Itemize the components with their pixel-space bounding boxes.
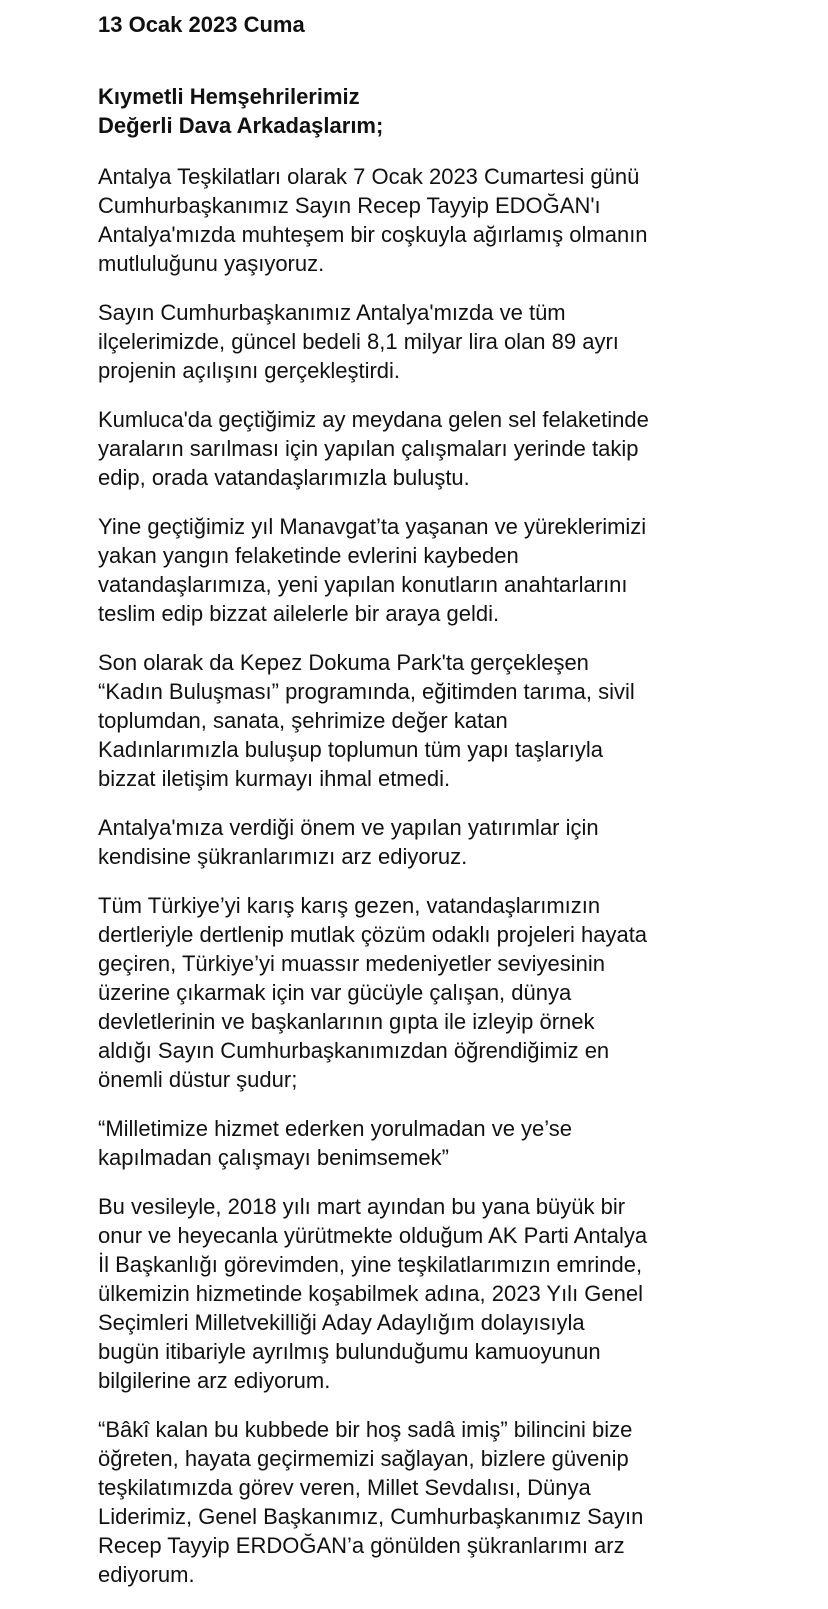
- paragraph-line: önemli düstur şudur;: [98, 1067, 298, 1092]
- paragraph-line: ülkemizin hizmetinde koşabilmek adına, 2023 Yılı Genel: [98, 1281, 644, 1306]
- paragraph-line: kapılmadan çalışmayı benimsemek”: [98, 1145, 449, 1170]
- letter-paragraph: [98, 813, 798, 871]
- paragraph-line: teşkilatımızda görev veren, Millet Sevdalısı, Dünya: [98, 1475, 591, 1500]
- paragraph-line: mutluluğunu yaşıyoruz.: [98, 251, 325, 276]
- paragraph-line: aldığı Sayın Cumhurbaşkanımızdan öğrendiğimiz en: [98, 1038, 610, 1063]
- letter-body: [98, 162, 798, 1589]
- paragraph-line: yakan yangın felaketinde evlerini kaybeden: [98, 543, 519, 568]
- paragraph-line: bilgilerine arz ediyorum.: [98, 1368, 331, 1393]
- letter-paragraph: [98, 405, 798, 492]
- greeting-line: Kıymetli Hemşehrilerimiz: [98, 84, 360, 109]
- paragraph-line: Bu vesileyle, 2018 yılı mart ayından bu yana büyük bir: [98, 1194, 626, 1219]
- paragraph-line: Recep Tayyip ERDOĞAN’a gönülden şükranlarımı arz: [98, 1533, 625, 1558]
- paragraph-line: dertleriyle dertlenip mutlak çözüm odaklı projeleri hayata: [98, 922, 648, 947]
- paragraph-line: üzerine çıkarmak için var gücüyle çalışan, dünya: [98, 980, 572, 1005]
- letter-paragraph: [98, 512, 798, 628]
- paragraph-line: ilçelerimizde, güncel bedeli 8,1 milyar lira olan 89 ayrı: [98, 329, 619, 354]
- letter-paragraph: [98, 298, 798, 385]
- paragraph-line: devletlerinin ve başkanlarının gıpta ile izleyip örnek: [98, 1009, 595, 1034]
- paragraph-line: Antalya'mızda muhteşem bir coşkuyla ağırlamış olmanın: [98, 222, 648, 247]
- paragraph-line: “Bâkî kalan bu kubbede bir hoş sadâ imiş” bilincini bize: [98, 1417, 633, 1442]
- paragraph-line: Antalya'mıza verdiği önem ve yapılan yatırımlar için: [98, 815, 599, 840]
- paragraph-line: “Milletimize hizmet ederken yorulmadan ve ye’se: [98, 1116, 573, 1141]
- paragraph-line: “Kadın Buluşması” programında, eğitimden tarıma, sivil: [98, 679, 635, 704]
- paragraph-line: Son olarak da Kepez Dokuma Park'ta gerçekleşen: [98, 650, 589, 675]
- letter-greeting: [98, 82, 798, 140]
- paragraph-line: Cumhurbaşkanımız Sayın Recep Tayyip EDOĞAN'ı: [98, 193, 601, 218]
- paragraph-line: yaraların sarılması için yapılan çalışmaları yerinde takip: [98, 436, 639, 461]
- paragraph-line: Kadınlarımızla buluşup toplumun tüm yapı taşlarıyla: [98, 737, 604, 762]
- paragraph-line: geçiren, Türkiye’yi muassır medeniyetler seviyesinin: [98, 951, 606, 976]
- paragraph-line: ediyorum.: [98, 1562, 195, 1587]
- paragraph-line: onur ve heyecanla yürütmekte olduğum AK Parti Antalya: [98, 1223, 648, 1248]
- paragraph-line: Antalya Teşkilatları olarak 7 Ocak 2023 Cumartesi günü: [98, 164, 640, 189]
- paragraph-line: Tüm Türkiye’yi karış karış gezen, vatandaşlarımızın: [98, 893, 601, 918]
- paragraph-line: Seçimleri Milletvekilliği Aday Adaylığım dolayısıyla: [98, 1310, 585, 1335]
- letter-paragraph: [98, 648, 798, 793]
- paragraph-line: projenin açılışını gerçekleştirdi.: [98, 358, 401, 383]
- letter-paragraph: [98, 162, 798, 278]
- paragraph-line: bizzat iletişim kurmayı ihmal etmedi.: [98, 766, 451, 791]
- paragraph-line: Yine geçtiğimiz yıl Manavgat’ta yaşanan ve yüreklerimizi: [98, 514, 647, 539]
- paragraph-line: öğreten, hayata geçirmemizi sağlayan, bizlere güvenip: [98, 1446, 629, 1471]
- greeting-line: Değerli Dava Arkadaşlarım;: [98, 113, 384, 138]
- letter-date: 13 Ocak 2023 Cuma: [98, 12, 305, 37]
- paragraph-line: kendisine şükranlarımızı arz ediyoruz.: [98, 844, 468, 869]
- paragraph-line: vatandaşlarımıza, yeni yapılan konutların anahtarlarını: [98, 572, 628, 597]
- paragraph-line: İl Başkanlığı görevimden, yine teşkilatlarımızın emrinde,: [98, 1252, 643, 1277]
- letter-paragraph: [98, 1114, 798, 1172]
- letter-paragraph: [98, 1192, 798, 1395]
- paragraph-line: Liderimiz, Genel Başkanımız, Cumhurbaşkanımız Sayın: [98, 1504, 644, 1529]
- letter-document: [98, 10, 798, 1609]
- paragraph-line: bugün itibariyle ayrılmış bulunduğumu kamuoyunun: [98, 1339, 601, 1364]
- paragraph-line: edip, orada vatandaşlarımızla buluştu.: [98, 465, 470, 490]
- letter-paragraph: [98, 891, 798, 1094]
- paragraph-line: Kumluca'da geçtiğimiz ay meydana gelen sel felaketinde: [98, 407, 649, 432]
- paragraph-line: teslim edip bizzat ailelerle bir araya geldi.: [98, 601, 500, 626]
- paragraph-line: Sayın Cumhurbaşkanımız Antalya'mızda ve tüm: [98, 300, 566, 325]
- paragraph-line: toplumdan, sanata, şehrimize değer katan: [98, 708, 508, 733]
